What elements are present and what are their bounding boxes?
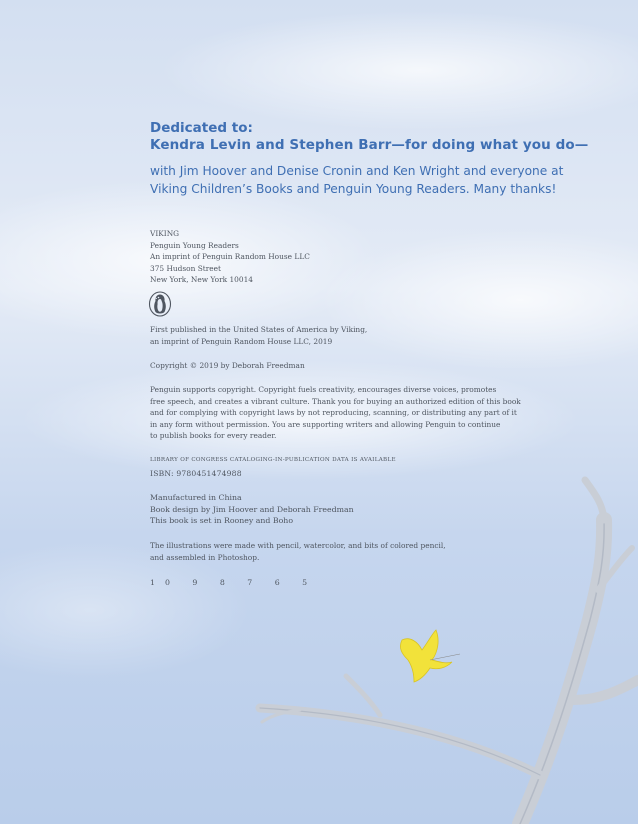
isbn: ISBN: 9780451474988: [150, 469, 242, 478]
publisher-line: New York, New York 10014: [150, 275, 253, 285]
penguin-logo-icon: [148, 291, 172, 317]
first-published-line: First published in the United States of America by Viking,: [150, 325, 368, 334]
production-credit-line: This book is set in Rooney and Boho: [150, 516, 294, 526]
cip-heading: LIBRARY OF CONGRESS CATALOGING-IN-PUBLICATION DATA IS AVAILABLE: [150, 457, 396, 463]
dedication-title: Dedicated to:: [150, 120, 253, 136]
first-published-line: an imprint of Penguin Random House LLC, 2019: [150, 336, 333, 346]
dedication-thanks-line: Viking Children’s Books and Penguin Young Readers. Many thanks!: [150, 182, 557, 196]
copyright-notice: Copyright © 2019 by Deborah Freedman: [150, 361, 305, 370]
production-credit-line: Book design by Jim Hoover and Deborah Freedman: [150, 504, 354, 514]
publisher-line: 375 Hudson Street: [150, 263, 222, 273]
copyright-statement: [150, 384, 521, 442]
copyright-statement-line: free speech, and creates a vibrant culture. Thank you for buying an authorized edition of this book: [150, 396, 521, 406]
illustration-note-line: and assembled in Photoshop.: [150, 552, 260, 562]
publisher-line: Penguin Young Readers: [150, 240, 239, 250]
production-credits: [150, 492, 354, 527]
publisher-line: An imprint of Penguin Random House LLC: [150, 252, 310, 262]
illustration-note-line: The illustrations were made with pencil, watercolor, and bits of colored pencil,: [150, 541, 446, 550]
first-published: [150, 324, 367, 347]
copyright-statement-line: in any form without permission. You are supporting writers and allowing Penguin to continue: [150, 419, 501, 429]
copyright-statement-line: and for complying with copyright laws by not reproducing, scanning, or distributing any part of it: [150, 408, 517, 418]
copyright-statement-line: Penguin supports copyright. Copyright fuels creativity, encourages diverse voices, promotes: [150, 385, 497, 394]
publisher-line: VIKING: [150, 229, 180, 238]
printing-line: 10 9 8 7 6 5: [150, 578, 318, 587]
dedication-thanks-line: with Jim Hoover and Denise Cronin and Ken Wright and everyone at: [150, 164, 564, 178]
publisher-address: [150, 228, 310, 286]
dedication-names: Kendra Levin and Stephen Barr—for doing what you do—: [150, 137, 589, 153]
production-credit-line: Manufactured in China: [150, 493, 242, 502]
illustration-note: [150, 540, 446, 563]
copyright-statement-line: to publish books for every reader.: [150, 431, 277, 441]
